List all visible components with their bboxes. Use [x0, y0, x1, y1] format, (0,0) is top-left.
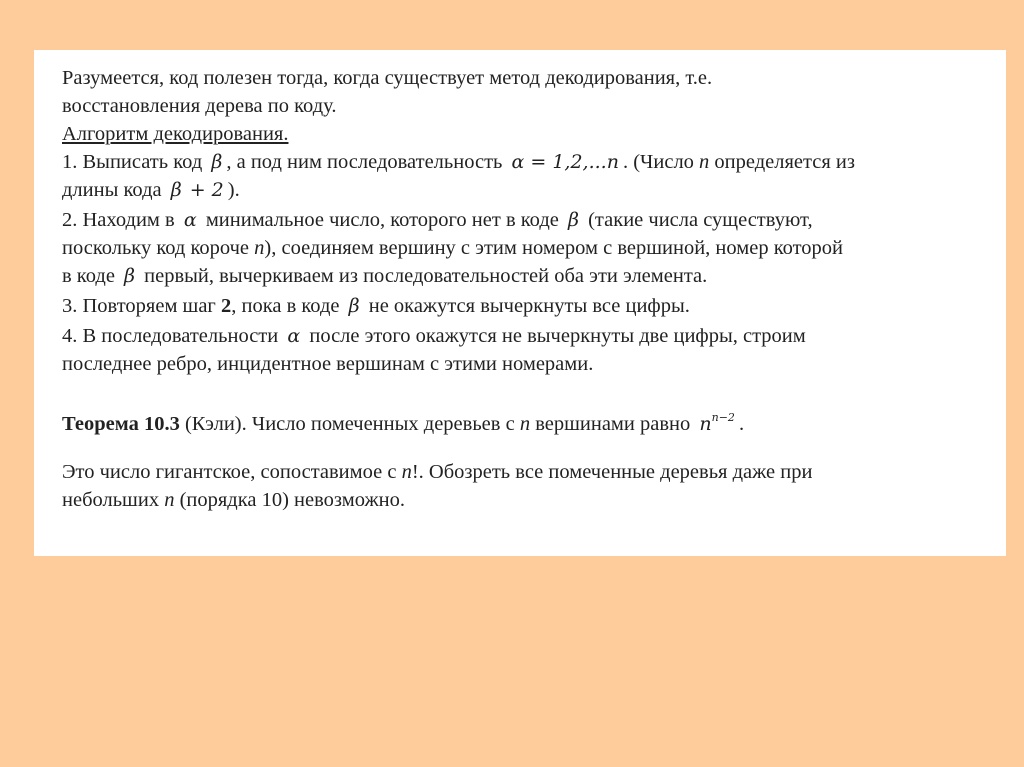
- theorem-line: [62, 404, 982, 435]
- alpha-symbol: α: [287, 325, 301, 347]
- formula-exponent: n−2: [711, 411, 735, 424]
- intro-text-1: Разумеется, код полезен тогда, когда существует метод декодирования, т.е.: [62, 67, 713, 89]
- step2-line-3: [62, 262, 982, 290]
- step2-text-g: первый, вычеркиваем из последовательностей оба эти элемента.: [144, 265, 708, 287]
- beta-symbol: β: [211, 151, 223, 173]
- beta-symbol: β: [170, 179, 182, 201]
- step2-text-f: в коде: [62, 265, 115, 287]
- step2-text-b: минимальное число, которого нет в коде: [205, 209, 559, 231]
- algorithm-title-line: [62, 120, 982, 148]
- slide-content: [62, 64, 982, 514]
- step3-text-b: , пока в коде: [231, 295, 340, 317]
- closing-text-c: небольших: [62, 489, 160, 511]
- closing-text-a: Это число гигантское, сопоставимое с: [62, 461, 397, 483]
- step1-text-f: ).: [227, 179, 240, 201]
- formula-base: n: [699, 413, 712, 435]
- beta-symbol: β: [348, 295, 360, 317]
- theorem-text-a: (Кэли). Число помеченных деревьев с: [184, 413, 515, 435]
- theorem-label: Теорема 10.3: [62, 413, 180, 435]
- closing-line-2: [62, 486, 982, 514]
- step4-line-2: [62, 350, 982, 378]
- theorem-end: .: [738, 413, 745, 435]
- n-variable: n: [519, 413, 531, 435]
- step3-text-a: 3. Повторяем шаг: [62, 295, 216, 317]
- step2-text-c: (такие числа существуют,: [588, 209, 813, 231]
- step3-line: [62, 292, 982, 320]
- intro-line-1: [62, 64, 982, 92]
- step1-text-a: 1. Выписать код: [62, 151, 203, 173]
- step1-text-b: , а под ним последовательность: [226, 151, 503, 173]
- beta-symbol: β: [568, 209, 579, 231]
- theorem-text-b: вершинами равно: [535, 413, 691, 435]
- step4-text-c: последнее ребро, инцидентное вершинам с этими номерами.: [62, 353, 594, 375]
- step-number-bold: 2: [220, 295, 232, 317]
- step2-text-d: поскольку код короче: [62, 237, 250, 259]
- step1-text-c: . (Число: [622, 151, 694, 173]
- intro-line-2: [62, 92, 982, 120]
- n-variable: n: [164, 489, 175, 511]
- n-variable: n: [254, 237, 265, 259]
- step1-text-e: длины кода: [62, 179, 162, 201]
- alpha-symbol: α: [183, 209, 197, 231]
- step1-line-2: [62, 176, 982, 204]
- n-variable: n: [401, 461, 412, 483]
- closing-text-d: (порядка 10) невозможно.: [179, 489, 405, 511]
- step4-text-b: после этого окажутся не вычеркнуты две цифры, строим: [309, 325, 806, 347]
- step4-text-a: 4. В последовательности: [62, 325, 279, 347]
- intro-text-2: восстановления дерева по коду.: [62, 95, 337, 117]
- step2-line-1: [62, 206, 982, 234]
- closing-text-b: !. Обозреть все помеченные деревья даже при: [411, 461, 813, 483]
- beta-symbol: β: [124, 265, 136, 287]
- step2-text-a: 2. Находим в: [62, 209, 175, 231]
- cayley-formula: [695, 404, 739, 438]
- step1-line-1: [62, 148, 982, 176]
- n-variable: n: [699, 151, 710, 173]
- closing-line-1: [62, 458, 982, 486]
- step2-line-2: [62, 234, 982, 262]
- step4-line-1: [62, 322, 982, 350]
- alpha-sequence-formula: α = 1,2,...n: [511, 151, 619, 173]
- step1-text-d: определяется из: [714, 151, 855, 173]
- step2-text-e: ), соединяем вершину с этим номером с вершиной, номер которой: [264, 237, 844, 259]
- step3-text-c: не окажутся вычеркнуты все цифры.: [368, 295, 690, 317]
- algorithm-title: Алгоритм декодирования.: [62, 123, 289, 145]
- plus-two-formula: + 2: [189, 179, 224, 201]
